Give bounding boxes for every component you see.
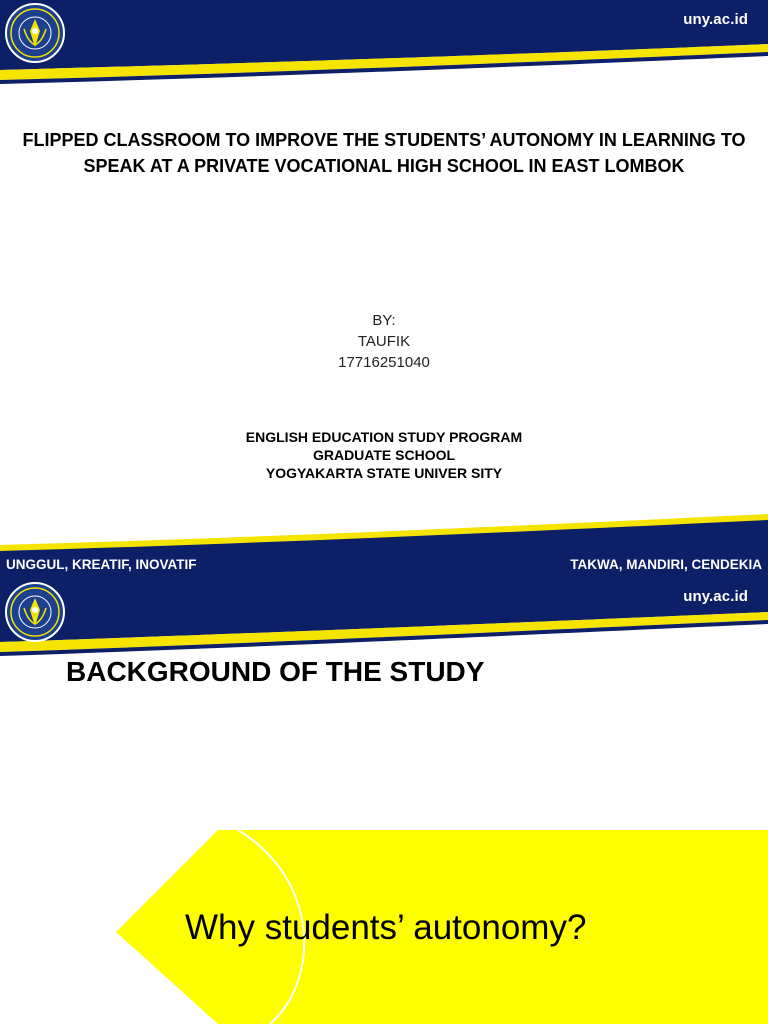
slide-background	[0, 580, 768, 1024]
callout-shape	[0, 580, 768, 1024]
graduate-school: GRADUATE SCHOOL	[312, 447, 456, 463]
section-title: BACKGROUND OF THE STUDY	[66, 656, 485, 687]
university-name: YOGYAKARTA STATE UNIVER SITY	[265, 465, 503, 481]
study-program: ENGLISH EDUCATION STUDY PROGRAM	[245, 429, 523, 445]
footer-tagline-right: TAKWA, MANDIRI, CENDEKIA	[570, 557, 762, 572]
student-id: 17716251040	[338, 354, 430, 371]
site-url: uny.ac.id	[683, 11, 748, 28]
footer-tagline-left: UNGGUL, KREATIF, INOVATIF	[6, 557, 197, 572]
presentation-title: FLIPPED CLASSROOM TO IMPROVE THE STUDENTS’ AUTONOMY IN LEARNING TO SPEAK AT A PRIVATE VOCATIONAL HIGH SCHOOL IN EAST LOMBOK	[22, 130, 746, 176]
callout-question: Why students’ autonomy?	[185, 908, 587, 947]
author-name: TAUFIK	[357, 333, 411, 350]
author-by-label: BY:	[372, 312, 396, 329]
site-url: uny.ac.id	[683, 588, 748, 605]
